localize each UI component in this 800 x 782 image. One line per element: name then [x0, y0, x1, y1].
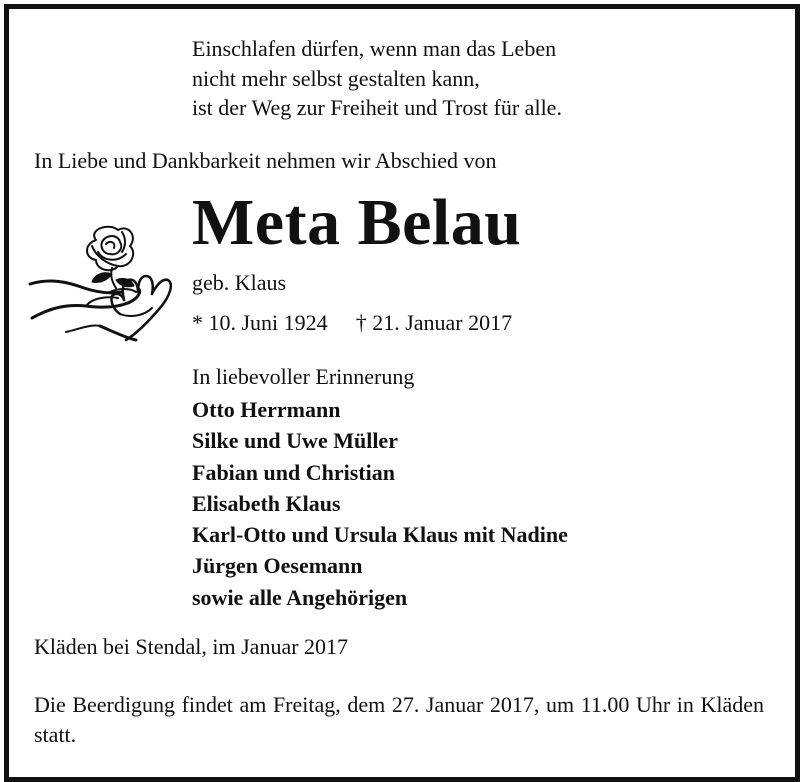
intro-text: In Liebe und Dankbarkeit nehmen wir Abschied von [34, 148, 497, 173]
mourner-name: Karl-Otto und Ursula Klaus mit Nadine [192, 522, 568, 548]
place-date: Kläden bei Stendal, im Januar 2017 [34, 634, 349, 659]
mourner-name: sowie alle Angehörigen [192, 584, 408, 610]
rose-in-hands-icon [26, 222, 186, 348]
birth-name: geb. Klaus [192, 270, 287, 295]
poem-line: nicht mehr selbst gestalten kann, [192, 65, 480, 91]
mourner-name: Silke und Uwe Müller [192, 428, 398, 454]
mourners-list [192, 394, 568, 613]
mourner-name: Otto Herrmann [192, 397, 341, 422]
life-dates [192, 310, 512, 336]
poem-line: ist der Weg zur Freiheit und Trost für alle. [192, 95, 562, 120]
mourner-name: Jürgen Oesemann [192, 553, 363, 579]
funeral-info: Die Beerdigung findet am Freitag, dem 27. Januar 2017, um 11.00 Uhr in Kläden statt. [34, 692, 764, 747]
mourner-name: Fabian und Christian [192, 459, 395, 485]
poem [192, 34, 562, 123]
birth-date: * 10. Juni 1924 [192, 310, 328, 335]
mourner-name: Elisabeth Klaus [192, 490, 341, 516]
poem-line: Einschlafen dürfen, wenn man das Leben [192, 36, 557, 61]
memory-label: In liebevoller Erinnerung [192, 364, 415, 389]
deceased-name: Meta Belau [192, 186, 522, 259]
death-date: † 21. Januar 2017 [355, 310, 513, 335]
